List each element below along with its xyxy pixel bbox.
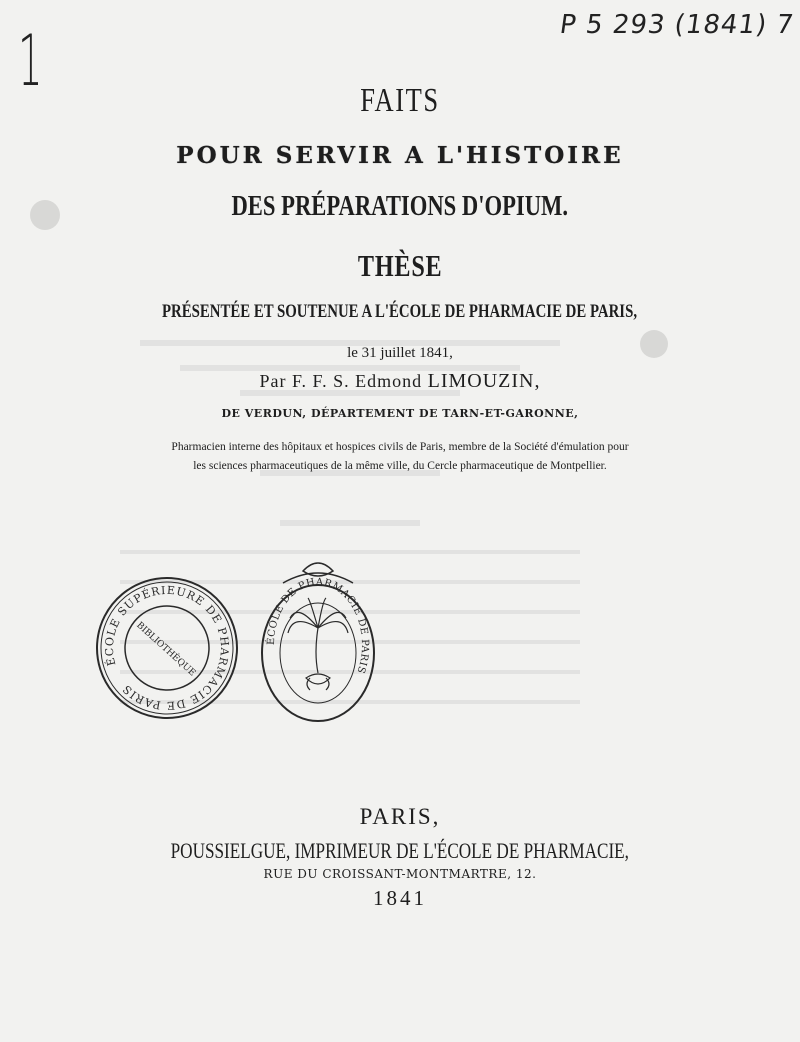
handwritten-shelf-mark: P 5 293 (1841) 7 [557, 10, 797, 40]
school-stamp-right [258, 553, 378, 723]
subtitle: POUR SERVIR A L'HISTOIRE [176, 142, 624, 169]
author-surname: LIMOUZIN, [427, 370, 541, 392]
author-credentials-line-1: Pharmacien interne des hôpitaux et hospices civils de Paris, membre de la Société d'émulation pour [171, 441, 629, 453]
imprint-year: 1841 [373, 886, 427, 910]
presentation-line: PRÉSENTÉE ET SOUTENUE A L'ÉCOLE DE PHARMACIE DE PARIS, [162, 301, 638, 322]
author-origin: DE VERDUN, DÉPARTEMENT DE TARN-ET-GARONNE, [221, 407, 579, 420]
subject-heading: DES PRÉPARATIONS D'OPIUM. [231, 190, 569, 222]
imprint-printer: POUSSIELGUE, IMPRIMEUR DE L'ÉCOLE DE PHARMACIE, [170, 838, 630, 863]
stamp-right-outer-text: ÉCOLE DE PHARMACIE DE PARIS [265, 576, 371, 675]
author-credentials-line-2: les sciences pharmaceutiques de la même ville, du Cercle pharmaceutique de Montpellier. [193, 460, 607, 472]
defense-date: le 31 juillet 1841, [347, 345, 453, 361]
handwritten-volume-mark: 1 [18, 20, 43, 102]
library-stamp-left [92, 573, 242, 723]
title: FAITS [360, 82, 440, 119]
document-type: THÈSE [357, 248, 443, 283]
author-prefix: Par F. F. S. Edmond [259, 371, 423, 391]
stamp-left-outer-text: ÉCOLE SUPÉRIEURE DE PHARMACIE DE PARIS [102, 583, 232, 713]
imprint-city: PARIS, [359, 804, 441, 829]
imprint-street: RUE DU CROISSANT-MONTMARTRE, 12. [263, 867, 537, 881]
stamp-left-center-text: BIBLIOTHÈQUE [134, 620, 198, 679]
author-line [0, 370, 800, 393]
